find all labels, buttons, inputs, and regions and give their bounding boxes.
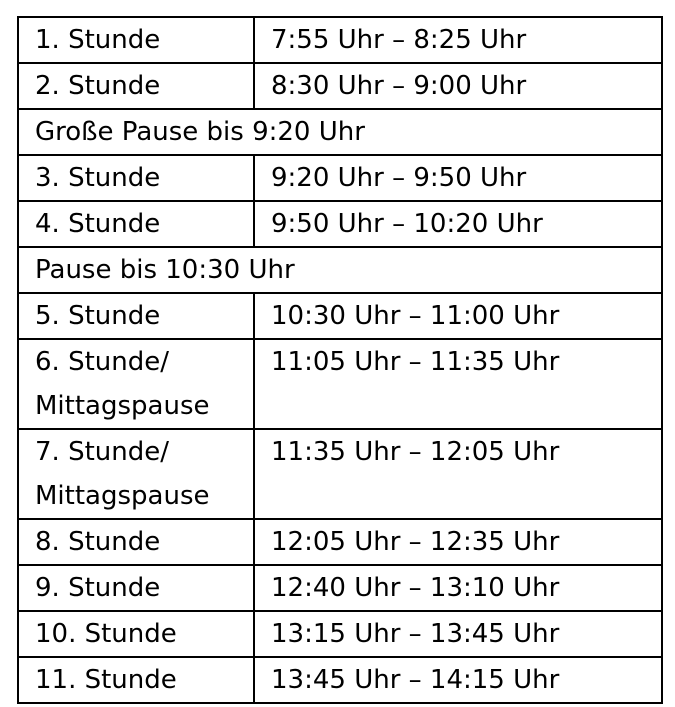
break-text: Pause bis 10:30 Uhr: [18, 247, 662, 293]
period-row: [18, 611, 662, 657]
schedule-table: [17, 16, 663, 704]
period-time: 13:45 Uhr – 14:15 Uhr: [254, 657, 662, 703]
period-row: [18, 293, 662, 339]
period-label: 5. Stunde: [18, 293, 254, 339]
period-row: [18, 429, 662, 519]
period-label: 8. Stunde: [18, 519, 254, 565]
period-row: [18, 63, 662, 109]
period-time: 11:05 Uhr – 11:35 Uhr: [254, 339, 662, 429]
period-time: 7:55 Uhr – 8:25 Uhr: [254, 17, 662, 63]
period-time: 12:05 Uhr – 12:35 Uhr: [254, 519, 662, 565]
period-time: 9:20 Uhr – 9:50 Uhr: [254, 155, 662, 201]
period-label: 10. Stunde: [18, 611, 254, 657]
period-row: [18, 17, 662, 63]
period-label: 4. Stunde: [18, 201, 254, 247]
break-row: [18, 109, 662, 155]
period-row: [18, 201, 662, 247]
period-time: 8:30 Uhr – 9:00 Uhr: [254, 63, 662, 109]
period-time: 10:30 Uhr – 11:00 Uhr: [254, 293, 662, 339]
period-time: 13:15 Uhr – 13:45 Uhr: [254, 611, 662, 657]
period-label: 6. Stunde/ Mittagspause: [18, 339, 254, 429]
period-label: 1. Stunde: [18, 17, 254, 63]
period-label: 7. Stunde/ Mittagspause: [18, 429, 254, 519]
period-time: 12:40 Uhr – 13:10 Uhr: [254, 565, 662, 611]
period-row: [18, 565, 662, 611]
period-label: 9. Stunde: [18, 565, 254, 611]
period-time: 11:35 Uhr – 12:05 Uhr: [254, 429, 662, 519]
period-label: 3. Stunde: [18, 155, 254, 201]
period-label: 2. Stunde: [18, 63, 254, 109]
period-row: [18, 339, 662, 429]
break-row: [18, 247, 662, 293]
period-time: 9:50 Uhr – 10:20 Uhr: [254, 201, 662, 247]
period-row: [18, 519, 662, 565]
period-row: [18, 657, 662, 703]
period-row: [18, 155, 662, 201]
break-text: Große Pause bis 9:20 Uhr: [18, 109, 662, 155]
period-label: 11. Stunde: [18, 657, 254, 703]
